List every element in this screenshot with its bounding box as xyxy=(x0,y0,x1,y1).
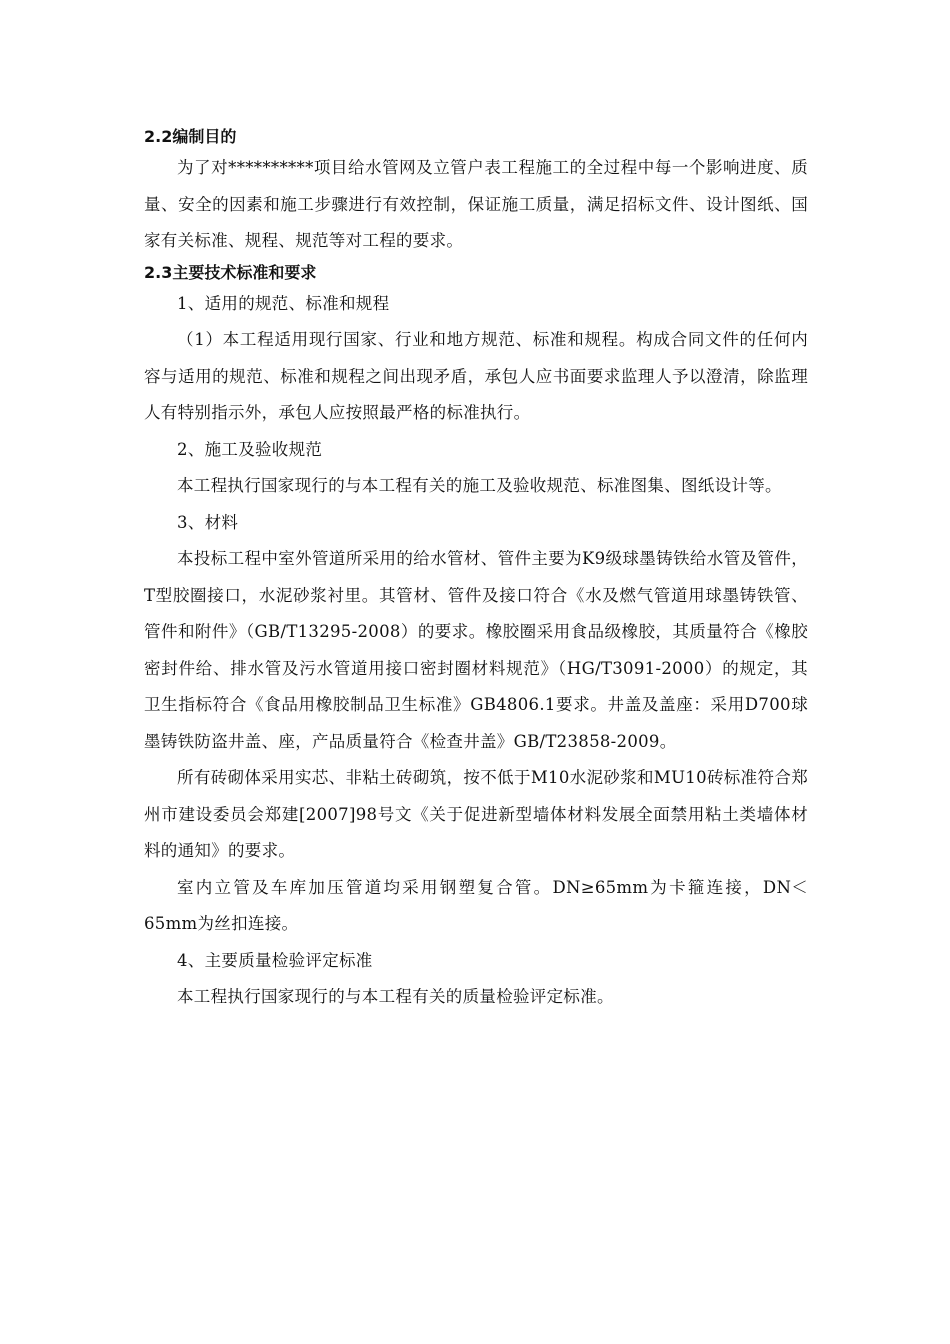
purpose-paragraph: 为了对**********项目给水管网及立管户表工程施工的全过程中每一个影响进度、质量、安全的因素和施工步骤进行有效控制，保证施工质量，满足招标文件、设计图纸、国家有关标准、规程、规范等对工程的要求。 xyxy=(144,158,808,250)
item-3-paragraph-materials: 本投标工程中室外管道所采用的给水管材、管件主要为K9级球墨铸铁给水管及管件，T型胶圈接口，水泥砂浆衬里。其管材、管件及接口符合《水及燃气管道用球墨铸铁管、管件和附件》（GB/T13295-2008）的要求。橡胶圈采用食品级橡胶，其质量符合《橡胶密封件给、排水管及污水管道用接口密封圈材料规范》（HG/T3091-2000）的规定，其卫生指标符合《食品用橡胶制品卫生标准》GB4806.1要求。井盖及盖座：采用D700球墨铸铁防盗井盖、座，产品质量符合《检查井盖》GB/T23858-2009。 xyxy=(144,549,808,751)
section-heading-2-3: 2.3主要技术标准和要求 xyxy=(144,262,317,282)
item-3-paragraph-pipes: 室内立管及车库加压管道均采用钢塑复合管。DN≥65mm为卡箍连接，DN＜65mm为丝扣连接。 xyxy=(144,877,808,933)
item-title-2: 2、施工及验收规范 xyxy=(177,439,323,459)
item-1-paragraph: （1）本工程适用现行国家、行业和地方规范、标准和规程。构成合同文件的任何内容与适用的规范、标准和规程之间出现矛盾，承包人应书面要求监理人予以澄清，除监理人有特别指示外，承包人应按照最严格的标准执行。 xyxy=(144,330,808,422)
item-3-paragraph-masonry: 所有砖砌体采用实芯、非粘土砖砌筑，按不低于M10水泥砂浆和MU10砖标准符合郑州市建设委员会郑建[2007]98号文《关于促进新型墙体材料发展全面禁用粘土类墙体材料的通知》的要求。 xyxy=(144,768,808,860)
item-title-3: 3、材料 xyxy=(177,512,239,532)
item-2-paragraph: 本工程执行国家现行的与本工程有关的施工及验收规范、标准图集、图纸设计等。 xyxy=(177,476,782,495)
item-title-4: 4、主要质量检验评定标准 xyxy=(177,950,373,970)
section-heading-2-2: 2.2编制目的 xyxy=(144,127,237,146)
item-4-paragraph: 本工程执行国家现行的与本工程有关的质量检验评定标准。 xyxy=(177,987,614,1006)
document-page xyxy=(144,124,808,1016)
item-title-1: 1、适用的规范、标准和规程 xyxy=(177,293,390,313)
